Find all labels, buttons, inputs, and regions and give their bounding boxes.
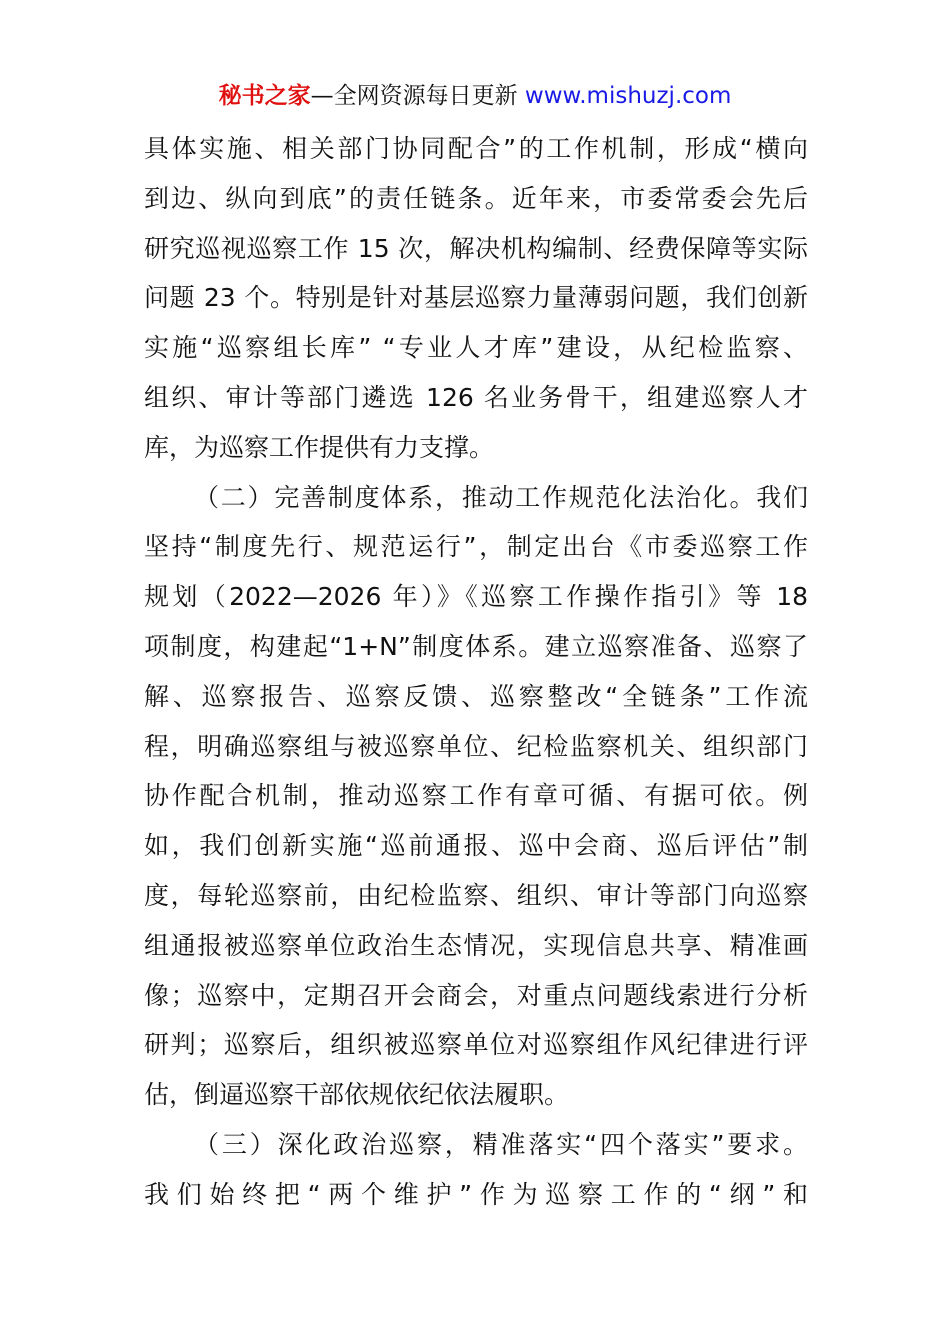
text-line: 研究巡视巡察工作 15 次，解决机构编制、经费保障等实际: [144, 233, 808, 263]
text-line: 解、巡察报告、巡察反馈、巡察整改“全链条”工作流: [144, 681, 808, 711]
paragraph: [144, 473, 808, 1120]
site-brand: 秘书之家: [218, 83, 311, 109]
text-line: 度，每轮巡察前，由纪检监察、组织、审计等部门向巡察: [144, 880, 808, 910]
paragraph: [144, 124, 808, 473]
text-line: 估，倒逼巡察干部依规依纪依法履职。: [144, 1080, 570, 1110]
text-line: 组通报被巡察单位政治生态情况，实现信息共享、精准画: [144, 930, 808, 960]
text-line: 项制度，构建起“1+N”制度体系。建立巡察准备、巡察了: [144, 631, 808, 661]
site-tagline: —全网资源每日更新: [310, 83, 518, 109]
text-line: 库，为巡察工作提供有力支撑。: [144, 432, 495, 462]
text-line: 到边、纵向到底”的责任链条。近年来，市委常委会先后: [144, 183, 808, 213]
site-url[interactable]: www.mishuzj.com: [524, 83, 732, 109]
text-line: 我们始终把“两个维护”作为巡察工作的“纲”和: [144, 1179, 808, 1209]
paragraph: [144, 1120, 808, 1220]
site-header: [0, 80, 950, 112]
document-body: [144, 124, 808, 1220]
text-line: 协作配合机制，推动巡察工作有章可循、有据可依。例: [144, 781, 808, 811]
text-line: 程，明确巡察组与被巡察单位、纪检监察机关、组织部门: [144, 731, 808, 761]
text-line: 坚持“制度先行、规范运行”，制定出台《市委巡察工作: [144, 532, 808, 562]
text-line: （三）深化政治巡察，精准落实“四个落实”要求。: [194, 1129, 808, 1159]
text-line: 像；巡察中，定期召开会商会，对重点问题线索进行分析: [144, 980, 808, 1010]
text-line: 实施“巡察组长库” “专业人才库”建设，从纪检监察、: [144, 333, 808, 363]
text-line: 如，我们创新实施“巡前通报、巡中会商、巡后评估”制: [144, 831, 808, 861]
text-line: （二）完善制度体系，推动工作规范化法治化。我们: [194, 482, 808, 512]
text-line: 规划（2022—2026 年）》《巡察工作操作指引》等 18: [144, 582, 808, 612]
text-line: 组织、审计等部门遴选 126 名业务骨干，组建巡察人才: [144, 382, 808, 412]
text-line: 研判；巡察后，组织被巡察单位对巡察组作风纪律进行评: [144, 1030, 808, 1060]
text-line: 具体实施、相关部门协同配合”的工作机制，形成“横向: [144, 134, 808, 163]
text-line: 问题 23 个。特别是针对基层巡察力量薄弱问题，我们创新: [144, 283, 808, 313]
